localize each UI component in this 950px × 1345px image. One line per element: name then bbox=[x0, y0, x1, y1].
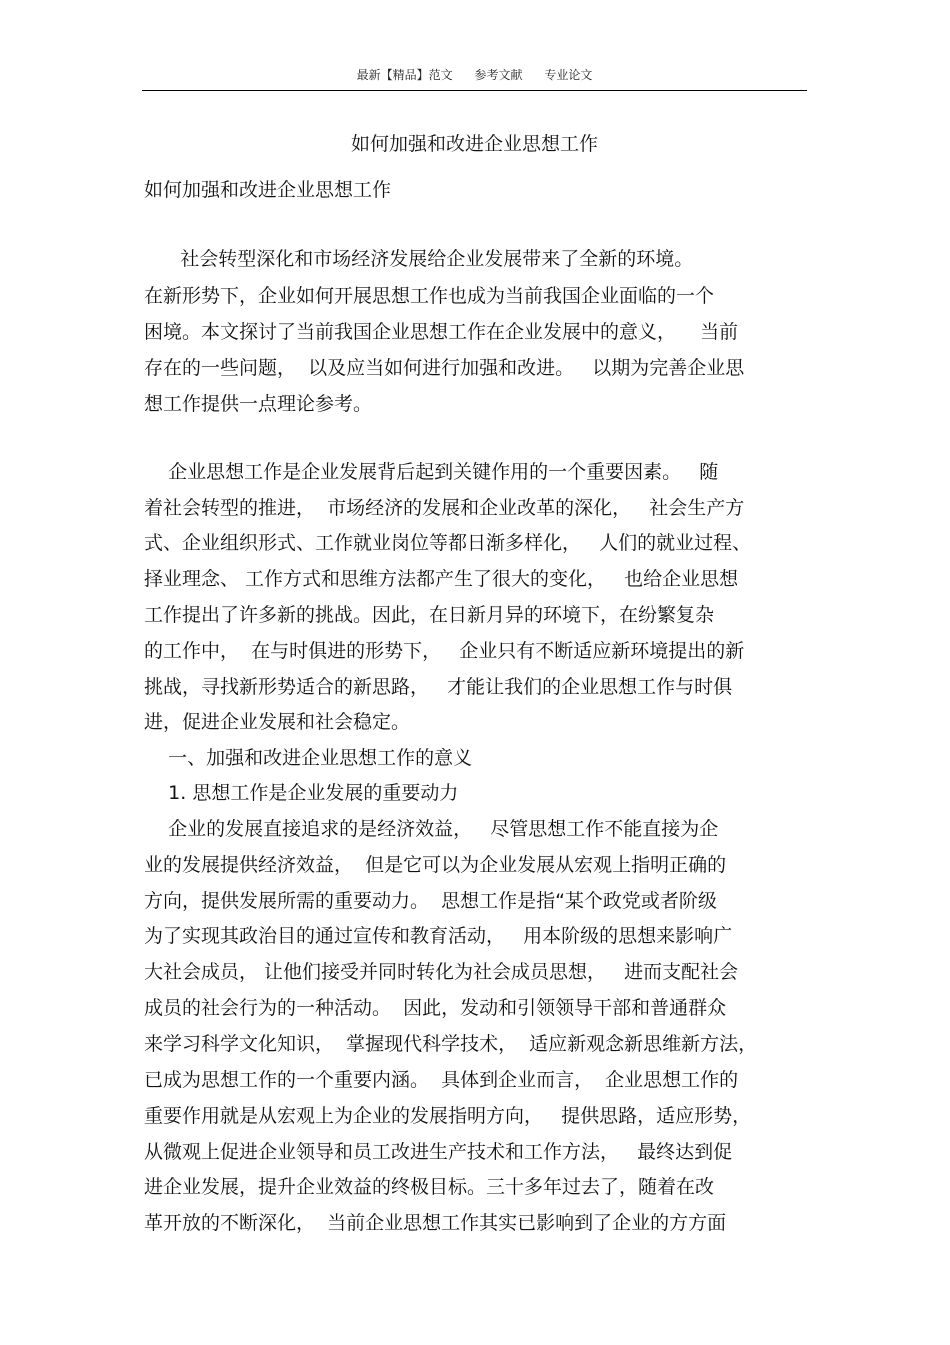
document-subtitle: 如何加强和改进企业思想工作 bbox=[144, 179, 392, 201]
paragraph-line: 革开放的不断深化， 当前企业思想工作其实已影响到了企业的方方面 bbox=[144, 1212, 727, 1234]
paragraph-line: 企业的发展直接追求的是经济效益， 尽管思想工作不能直接为企 bbox=[144, 818, 719, 840]
paragraph-line: 社会转型深化和市场经济发展给企业发展带来了全新的环境。 bbox=[144, 248, 694, 270]
document-title: 如何加强和改进企业思想工作 bbox=[350, 133, 598, 155]
paragraph-line: 大社会成员， 让他们接受并同时转化为社会成员思想， 进而支配社会 bbox=[144, 961, 739, 983]
paragraph-line: 在新形势下，企业如何开展思想工作也成为当前我国企业面临的一个 bbox=[144, 285, 715, 307]
paragraph-line: 存在的一些问题， 以及应当如何进行加强和改进。 以期为完善企业思 bbox=[144, 357, 745, 379]
header-divider bbox=[142, 90, 807, 91]
paragraph-line: 进，促进企业发展和社会稳定。 bbox=[144, 711, 411, 733]
page-header bbox=[142, 66, 807, 83]
paragraph-line: 的工作中， 在与时俱进的形势下， 企业只有不断适应新环境提出的新 bbox=[144, 640, 745, 662]
paragraph-line: 方向，提供发展所需的重要动力。 思想工作是指“某个政党或者阶级 bbox=[144, 890, 717, 912]
paragraph-line: 一、加强和改进企业思想工作的意义 bbox=[144, 747, 473, 769]
paragraph-line: 1. 思想工作是企业发展的重要动力 bbox=[144, 782, 459, 804]
header-item: 专业论文 bbox=[544, 68, 593, 82]
paragraph-line: 着社会转型的推进， 市场经济的发展和企业改革的深化， 社会生产方 bbox=[144, 497, 745, 519]
paragraph-line: 想工作提供一点理论参考。 bbox=[144, 393, 373, 415]
paragraph-line: 进企业发展，提升企业效益的终极目标。三十多年过去了，随着在改 bbox=[144, 1176, 715, 1198]
paragraph-line: 式、企业组织形式、工作就业岗位等都日渐多样化， 人们的就业过程、 bbox=[144, 532, 752, 554]
header-item: 最新【精品】范文 bbox=[356, 68, 453, 82]
paragraph-line: 重要作用就是从宏观上为企业的发展指明方向， 提供思路，适应形势， bbox=[144, 1105, 752, 1127]
paragraph-line: 成员的社会行为的一种活动。 因此，发动和引领领导干部和普通群众 bbox=[144, 997, 727, 1019]
paragraph-line: 为了实现其政治目的通过宣传和教育活动， 用本阶级的思想来影响广 bbox=[144, 925, 733, 947]
paragraph-line: 挑战，寻找新形势适合的新思路， 才能让我们的企业思想工作与时俱 bbox=[144, 676, 733, 698]
paragraph-line: 来学习科学文化知识， 掌握现代科学技术， 适应新观念新思维新方法， bbox=[144, 1033, 758, 1055]
paragraph-line: 业的发展提供经济效益， 但是它可以为企业发展从宏观上指明正确的 bbox=[144, 854, 727, 876]
paragraph-line: 已成为思想工作的一个重要内涵。 具体到企业而言， 企业思想工作的 bbox=[144, 1069, 739, 1091]
paragraph-line: 从微观上促进企业领导和员工改进生产技术和工作方法， 最终达到促 bbox=[144, 1141, 733, 1163]
paragraph-line: 工作提出了许多新的挑战。因此，在日新月异的环境下，在纷繁复杂 bbox=[144, 604, 715, 626]
paragraph-line: 择业理念、 工作方式和思维方法都产生了很大的变化， 也给企业思想 bbox=[144, 568, 739, 590]
paragraph-line: 困境。本文探讨了当前我国企业思想工作在企业发展中的意义， 当前 bbox=[144, 321, 739, 343]
header-item: 参考文献 bbox=[474, 68, 523, 82]
paragraph-line: 企业思想工作是企业发展背后起到关键作用的一个重要因素。 随 bbox=[144, 461, 719, 483]
